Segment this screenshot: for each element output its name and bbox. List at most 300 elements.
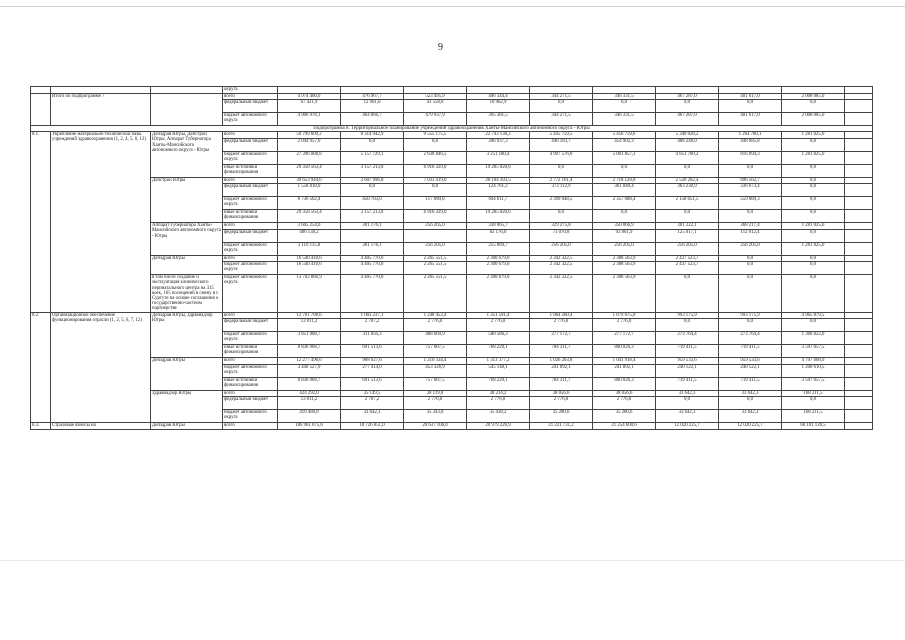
budget-value: 2 008 085,0 — [782, 113, 845, 126]
section-number: 8.3. — [31, 423, 51, 430]
budget-value: 2 772 161,4 — [530, 177, 593, 184]
budget-value: 2 776,0 — [404, 397, 467, 410]
budget-value: 4 797 668,0 — [782, 358, 845, 365]
budget-value: 2 342 322,5 — [530, 275, 593, 312]
budget-value: 256 205,0 — [593, 242, 656, 255]
budget-value: 3 597 057,5 — [782, 345, 845, 358]
budget-value — [845, 397, 873, 410]
budget-value: 559 889,3 — [719, 197, 782, 210]
budget-value: 43 558,0 — [404, 100, 467, 113]
budget-value: 20 979 226,9 — [467, 423, 530, 430]
budget-value: 424 292,0 — [278, 390, 341, 397]
budget-value: 3 157 213,8 — [341, 164, 404, 177]
budget-value: 2 776,0 — [530, 319, 593, 332]
budget-value — [845, 332, 873, 345]
budget-value: 0,0 — [719, 164, 782, 177]
funding-source: бюджет автономного округа — [223, 275, 278, 312]
section-number: 8.2. — [31, 312, 51, 423]
executor-name: Аппарат Губернатора Ханты-Мансийского автономного округа - Югры — [151, 223, 223, 256]
executor-name: Депздрав Югры, Депстрой Югры, Аппарат Губернатора Ханты-Мансийского автономного округа - Югры — [151, 132, 223, 178]
budget-value: 0,0 — [782, 319, 845, 332]
budget-value: 255 889,7 — [467, 242, 530, 255]
budget-value: 381 222,1 — [656, 223, 719, 230]
budget-value — [845, 275, 873, 312]
budget-value: 2 388 563,9 — [593, 262, 656, 275]
budget-value: 301 176,1 — [341, 242, 404, 255]
funding-source: бюджет автономного округа — [223, 364, 278, 377]
budget-value: 5 001 857,3 — [593, 151, 656, 164]
budget-value: 350 066,9 — [593, 223, 656, 230]
budget-value: 454 902,3 — [593, 138, 656, 151]
budget-value: 719 411,5 — [719, 345, 782, 358]
budget-value: 5 157 729,1 — [341, 151, 404, 164]
budget-value: 8 836 968,7 — [278, 377, 341, 390]
budget-value: 3 597 057,5 — [782, 377, 845, 390]
funding-source: всего — [223, 358, 278, 365]
budget-value: 38 214,2 — [467, 390, 530, 397]
budget-value: 4 906 978,1 — [278, 113, 341, 126]
budget-value: 277 414,0 — [341, 364, 404, 377]
table-row — [31, 275, 873, 312]
budget-value: 2 776,0 — [404, 319, 467, 332]
budget-value: 82 176,0 — [467, 229, 530, 242]
budget-value: 2 776,0 — [593, 397, 656, 410]
budget-value: 0,0 — [719, 319, 782, 332]
budget-value: 8 314 942,9 — [341, 132, 404, 139]
budget-value: 410 480,8 — [278, 410, 341, 423]
budget-value: 29 358 563,4 — [278, 210, 341, 223]
budget-value: 1 210 334,4 — [404, 358, 467, 365]
executor-name: Депздрав Югры, Здравнадзор Югры — [151, 312, 223, 358]
budget-value: 9 555 175,5 — [404, 132, 467, 139]
funding-source: бюджет автономного округа — [223, 197, 278, 210]
budget-value: 467 287,0 — [656, 93, 719, 100]
budget-value: 0,0 — [341, 138, 404, 151]
budget-value — [845, 138, 873, 151]
scan-artifact-top — [0, 6, 905, 7]
budget-value: 256 205,0 — [530, 242, 593, 255]
executor-name: Депздрав Югры — [151, 358, 223, 391]
budget-value: 273 764,4 — [656, 332, 719, 345]
budget-value: 3 251 180,4 — [467, 151, 530, 164]
budget-value: 0,0 — [530, 164, 593, 177]
budget-value: 2 357 088,4 — [593, 197, 656, 210]
budget-value: 22 743 138,2 — [467, 132, 530, 139]
budget-value: 4 405 770,0 — [341, 275, 404, 312]
budget-value: 4 405 770,0 — [341, 255, 404, 262]
budget-value: 60 101 128,5 — [782, 423, 845, 430]
budget-value: 19 285 020,6 — [467, 164, 530, 177]
budget-value: 0,0 — [782, 397, 845, 410]
budget-value: 33 642,3 — [656, 410, 719, 423]
budget-value: 0,0 — [719, 275, 782, 312]
budget-value: 73 070,8 — [530, 229, 593, 242]
budget-value: 800 026,3 — [593, 345, 656, 358]
budget-value: 450 783,0 — [341, 197, 404, 210]
section-title: Страховые взносы на — [51, 423, 151, 430]
budget-value: 479 937,9 — [404, 113, 467, 126]
budget-value: 2 008 085,0 — [782, 93, 845, 100]
budget-value: 256 205,0 — [656, 242, 719, 255]
budget-value: 1 281 025,0 — [782, 132, 845, 139]
budget-value: 301 176,1 — [341, 223, 404, 230]
budget-value: 4 997 576,0 — [530, 151, 593, 164]
budget-value: 719 411,5 — [656, 345, 719, 358]
budget-value: 16 540 410,6 — [278, 255, 341, 262]
budget-value: 446 183,7 — [530, 138, 593, 151]
budget-value: 1 313 377,2 — [467, 358, 530, 365]
budget-value: 2 388 563,9 — [593, 275, 656, 312]
budget-value: 1 351 591,4 — [467, 312, 530, 319]
budget-value: 2 776,0 — [593, 319, 656, 332]
budget-value: 124 761,2 — [467, 184, 530, 197]
budget-value: 896 562,7 — [719, 177, 782, 184]
budget-value: 4 851 780,2 — [656, 151, 719, 164]
budget-value: 35 343,0 — [404, 410, 467, 423]
funding-source: федеральный бюджет — [223, 100, 278, 113]
budget-value: 0,0 — [593, 100, 656, 113]
budget-value: 6 916 329,0 — [404, 164, 467, 177]
budget-value: 2 776,0 — [530, 397, 593, 410]
budget-value: 67 421,9 — [278, 100, 341, 113]
budget-value: 2 437 523,7 — [656, 255, 719, 262]
funding-source: бюджет автономного округа — [223, 242, 278, 255]
budget-value: 2 707,2 — [341, 319, 404, 332]
budget-value — [404, 229, 467, 242]
budget-value: 1 281 025,0 — [782, 242, 845, 255]
budget-value: 29 358 563,4 — [278, 164, 341, 177]
budget-value — [845, 345, 873, 358]
budget-table-sheet — [30, 86, 872, 430]
budget-value: 27 396 088,8 — [278, 151, 341, 164]
budget-value: 10 962,9 — [467, 100, 530, 113]
page-number: 9 — [438, 42, 443, 53]
budget-value: 2 265 551,5 — [404, 255, 467, 262]
funding-source: иные источники финансирования — [223, 345, 278, 358]
budget-value: 7 033 419,0 — [404, 177, 467, 184]
budget-value: 3 851 008,7 — [278, 332, 341, 345]
subprogram-title: Подпрограмма 8. Территориальное планирование учреждений здравоохранения Ханты-Мансийского автономного округа - Югры — [31, 126, 873, 132]
budget-value: 241 892,1 — [593, 364, 656, 377]
budget-value: 256 205,0 — [719, 242, 782, 255]
budget-value: 2 776,0 — [467, 397, 530, 410]
budget-value: 12 701 788,6 — [278, 312, 341, 319]
budget-value: 39 653 944,6 — [278, 177, 341, 184]
budget-value: 2 265 551,5 — [404, 262, 467, 275]
budget-value: 117 090,0 — [404, 197, 467, 210]
budget-value: 2 044 957,0 — [278, 138, 341, 151]
budget-value: 0,0 — [782, 100, 845, 113]
budget-value: 168 211,5 — [782, 390, 845, 397]
budget-value: 694 611,7 — [467, 197, 530, 210]
funding-source: иные источники финансирования — [223, 377, 278, 390]
executor-name: Депздрав Югры — [151, 255, 223, 275]
budget-value: 768 229,1 — [467, 377, 530, 390]
budget-value: 800 026,3 — [593, 377, 656, 390]
budget-value: 0,0 — [593, 210, 656, 223]
budget-value: 2 718 128,8 — [593, 177, 656, 184]
budget-value: 1 368 822,0 — [782, 332, 845, 345]
budget-value: 0,0 — [782, 197, 845, 210]
budget-value: 816 094,3 — [719, 151, 782, 164]
funding-source: округа — [223, 87, 278, 94]
budget-value: 1 064 260,4 — [530, 312, 593, 319]
budget-value: 38 056,6 — [530, 390, 593, 397]
budget-value: 691 513,6 — [341, 377, 404, 390]
budget-value: 467 287,0 — [656, 113, 719, 126]
budget-value: 329 275,8 — [530, 223, 593, 230]
budget-value: 368 217,4 — [719, 223, 782, 230]
budget-value: 125 017,1 — [656, 229, 719, 242]
budget-value: 38 119,0 — [404, 390, 467, 397]
budget-value: 8 736 562,4 — [278, 197, 341, 210]
budget-value: 256 205,0 — [404, 242, 467, 255]
budget-value: 3 440 527,9 — [278, 364, 341, 377]
funding-source: бюджет автономного округа — [223, 151, 278, 164]
budget-value: 0,0 — [656, 210, 719, 223]
budget-value: 0,0 — [593, 164, 656, 177]
funding-source: бюджет автономного округа — [223, 262, 278, 275]
budget-value: 16 540 410,6 — [278, 262, 341, 275]
budget-value: 0,0 — [656, 397, 719, 410]
budget-value: 2 638 846,5 — [404, 151, 467, 164]
executor-name: в том числе создание и эксплуатация клинического перинатального центра на 315 коек, 165 посещений в смену в г. Сургуте на основе соглашения о государственно-частном партнерстве — [151, 275, 223, 312]
budget-value: 757 007,5 — [404, 345, 467, 358]
budget-value: 277 172,7 — [593, 332, 656, 345]
budget-value: 959 533,6 — [719, 358, 782, 365]
funding-source: всего — [223, 423, 278, 430]
budget-value: 0,0 — [341, 184, 404, 197]
budget-value: 395 381,5 — [467, 113, 530, 126]
budget-value: 363 230,9 — [656, 184, 719, 197]
budget-value: 0,0 — [782, 138, 845, 151]
funding-source: федеральный бюджет — [223, 397, 278, 410]
budget-value: 2 300 679,0 — [467, 255, 530, 262]
funding-source: федеральный бюджет — [223, 319, 278, 332]
budget-value: 448 685,8 — [719, 138, 782, 151]
budget-value: 373 112,9 — [530, 184, 593, 197]
budget-value: 0,0 — [404, 138, 467, 151]
budget-value: 401 617,0 — [719, 93, 782, 100]
budget-value: 3 157 213,8 — [341, 210, 404, 223]
budget-value: 1 003 237,1 — [341, 312, 404, 319]
budget-value: 35 438,2 — [467, 410, 530, 423]
budget-value — [845, 100, 873, 113]
budget-value: 0,0 — [782, 177, 845, 184]
budget-value: 993 175,9 — [719, 312, 782, 319]
budget-value: 240 122,1 — [656, 364, 719, 377]
budget-value: 3 119 115,8 — [278, 242, 341, 255]
budget-value: 5 456 759,6 — [593, 132, 656, 139]
budget-value: 401 617,0 — [719, 113, 782, 126]
budget-value: 1 200 610,5 — [782, 364, 845, 377]
row-name: Итого по подпрограмме 7 — [51, 93, 151, 126]
budget-value: 0,0 — [782, 184, 845, 197]
budget-value: 168 211,5 — [782, 410, 845, 423]
budget-value: 2 707,2 — [341, 397, 404, 410]
budget-value: 344 271,5 — [530, 113, 593, 126]
budget-value: 3 605 254,0 — [278, 223, 341, 230]
funding-source: федеральный бюджет — [223, 229, 278, 242]
budget-value: 993 175,9 — [656, 312, 719, 319]
budget-value: 6 916 329,0 — [404, 210, 467, 223]
budget-value: 38 056,6 — [593, 390, 656, 397]
budget-value — [845, 423, 873, 430]
budget-value: 523 495,9 — [404, 93, 467, 100]
budget-value: 1 248 453,4 — [404, 312, 467, 319]
budget-value: 311 056,3 — [341, 332, 404, 345]
budget-value: 21 221 731,2 — [530, 423, 593, 430]
budget-value — [845, 197, 873, 210]
budget-value: 2 265 551,5 — [404, 275, 467, 312]
budget-value: 0,0 — [782, 164, 845, 177]
budget-value: 0,0 — [404, 184, 467, 197]
budget-value: 0,0 — [656, 164, 719, 177]
budget-value — [845, 210, 873, 223]
funding-source: иные источники финансирования — [223, 164, 278, 177]
row-number — [31, 93, 51, 126]
budget-value: 0,0 — [782, 210, 845, 223]
budget-value — [845, 262, 873, 275]
budget-value: 12 020 225,7 — [656, 423, 719, 430]
budget-value: 12 901,0 — [341, 100, 404, 113]
budget-value: 2 437 523,7 — [656, 262, 719, 275]
budget-value: 476 967,7 — [341, 93, 404, 100]
budget-value — [845, 164, 873, 177]
budget-value: 33 642,3 — [341, 410, 404, 423]
budget-value: 488 669,9 — [404, 332, 467, 345]
budget-value — [845, 242, 873, 255]
budget-value: 464 066,7 — [341, 113, 404, 126]
budget-value — [845, 319, 873, 332]
budget-value: 1 264 780,1 — [719, 132, 782, 139]
budget-value — [845, 410, 873, 423]
budget-value: 206 937,3 — [467, 138, 530, 151]
budget-value: 3 607 996,8 — [341, 177, 404, 184]
budget-value: 768 229,1 — [467, 345, 530, 358]
budget-value: 5 340 028,2 — [656, 132, 719, 139]
budget-value: 2 399 048,5 — [530, 197, 593, 210]
budget-value: 33 642,3 — [719, 390, 782, 397]
budget-value: 968 927,6 — [341, 358, 404, 365]
budget-value — [845, 229, 873, 242]
funding-source: бюджет автономного округа — [223, 332, 278, 345]
section-title: Укрепление материально-технической базы учреждений здравоохранения (1, 2, 4, 5, 6, 12) — [51, 132, 151, 312]
budget-value: 0,0 — [530, 210, 593, 223]
funding-source: федеральный бюджет — [223, 138, 278, 151]
funding-source: иные источники финансирования — [223, 210, 278, 223]
budget-value: 784 311,7 — [530, 345, 593, 358]
budget-value: 18 726 851,0 — [341, 423, 404, 430]
budget-value: 0,0 — [719, 397, 782, 410]
budget-value: 2 158 051,5 — [656, 197, 719, 210]
budget-value: 2 342 322,5 — [530, 262, 593, 275]
funding-source: бюджет автономного округа — [223, 410, 278, 423]
budget-value: 59 799 609,2 — [278, 132, 341, 139]
budget-value: 453 326,9 — [404, 364, 467, 377]
funding-source: всего — [223, 255, 278, 262]
budget-value: 2 776,0 — [467, 319, 530, 332]
budget-value: 406 344,4 — [467, 93, 530, 100]
budget-value: 0,0 — [656, 100, 719, 113]
budget-value: 4 974 400,0 — [278, 93, 341, 100]
budget-value — [341, 229, 404, 242]
budget-value: 19 285 020,6 — [467, 210, 530, 223]
budget-value: 1 558 818,0 — [278, 184, 341, 197]
budget-value — [845, 184, 873, 197]
section-title: Организационное обеспечение функционирования отрасли (1, 2, 5, 6, 7, 12) — [51, 312, 151, 423]
budget-value: 2 300 679,0 — [467, 275, 530, 312]
budget-value: 1 026 203,8 — [530, 358, 593, 365]
budget-value: 8 836 968,7 — [278, 345, 341, 358]
budget-value: 21 254 600,6 — [593, 423, 656, 430]
budget-value: 486 138,2 — [278, 229, 341, 242]
budget-value: 4 965 879,5 — [782, 312, 845, 319]
table-row — [31, 423, 873, 430]
budget-value — [845, 364, 873, 377]
budget-value: 12 277 496,6 — [278, 358, 341, 365]
funding-source: всего — [223, 177, 278, 184]
budget-value: 13 702 886,9 — [278, 275, 341, 312]
budget-value: 112 012,4 — [719, 229, 782, 242]
budget-value: 93 861,9 — [593, 229, 656, 242]
budget-value: 0,0 — [782, 229, 845, 242]
budget-value: 0,0 — [782, 262, 845, 275]
budget-value: 5 445 759,5 — [530, 132, 593, 139]
budget-value: 361 040,4 — [593, 184, 656, 197]
budget-value: 344 271,5 — [530, 93, 593, 100]
budget-value: 20 637 106,0 — [404, 423, 467, 430]
budget-value: 0,0 — [719, 100, 782, 113]
budget-value: 4 405 770,0 — [341, 262, 404, 275]
budget-value: 35 149,5 — [341, 390, 404, 397]
budget-value: 12 020 225,7 — [719, 423, 782, 430]
budget-value: 1 281 025,0 — [782, 151, 845, 164]
budget-value: 13 811,2 — [278, 319, 341, 332]
funding-source: всего — [223, 223, 278, 230]
budget-value: 0,0 — [530, 100, 593, 113]
funding-source: всего — [223, 312, 278, 319]
funding-source: всего — [223, 93, 278, 100]
budget-value: 545 148,1 — [467, 364, 530, 377]
budget-value: 691 513,6 — [341, 345, 404, 358]
budget-value: 33 642,3 — [656, 390, 719, 397]
budget-value: 757 007,5 — [404, 377, 467, 390]
budget-value: 33 642,3 — [719, 410, 782, 423]
budget-value: 277 172,7 — [530, 332, 593, 345]
funding-source: федеральный бюджет — [223, 184, 278, 197]
budget-value: 20 104 393,5 — [467, 177, 530, 184]
budget-value — [845, 113, 873, 126]
budget-value: 0,0 — [782, 255, 845, 262]
budget-value: 2 388 563,9 — [593, 255, 656, 262]
budget-value: 959 533,6 — [656, 358, 719, 365]
budget-value: 346 331,5 — [593, 113, 656, 126]
funding-source: всего — [223, 390, 278, 397]
budget-value — [845, 151, 873, 164]
budget-value: 2 300 679,0 — [467, 262, 530, 275]
section-number: 8.1. — [31, 132, 51, 312]
budget-value: 0,0 — [782, 275, 845, 312]
executor-cell — [151, 93, 223, 126]
budget-value: 336 673,4 — [719, 184, 782, 197]
budget-value: 719 411,5 — [656, 377, 719, 390]
budget-value: 2 342 322,5 — [530, 255, 593, 262]
budget-value: 240 122,1 — [719, 364, 782, 377]
budget-value: 488 248,0 — [656, 138, 719, 151]
budget-value: 338 065,7 — [467, 223, 530, 230]
executor-name: Депздрав Югры — [151, 423, 223, 430]
